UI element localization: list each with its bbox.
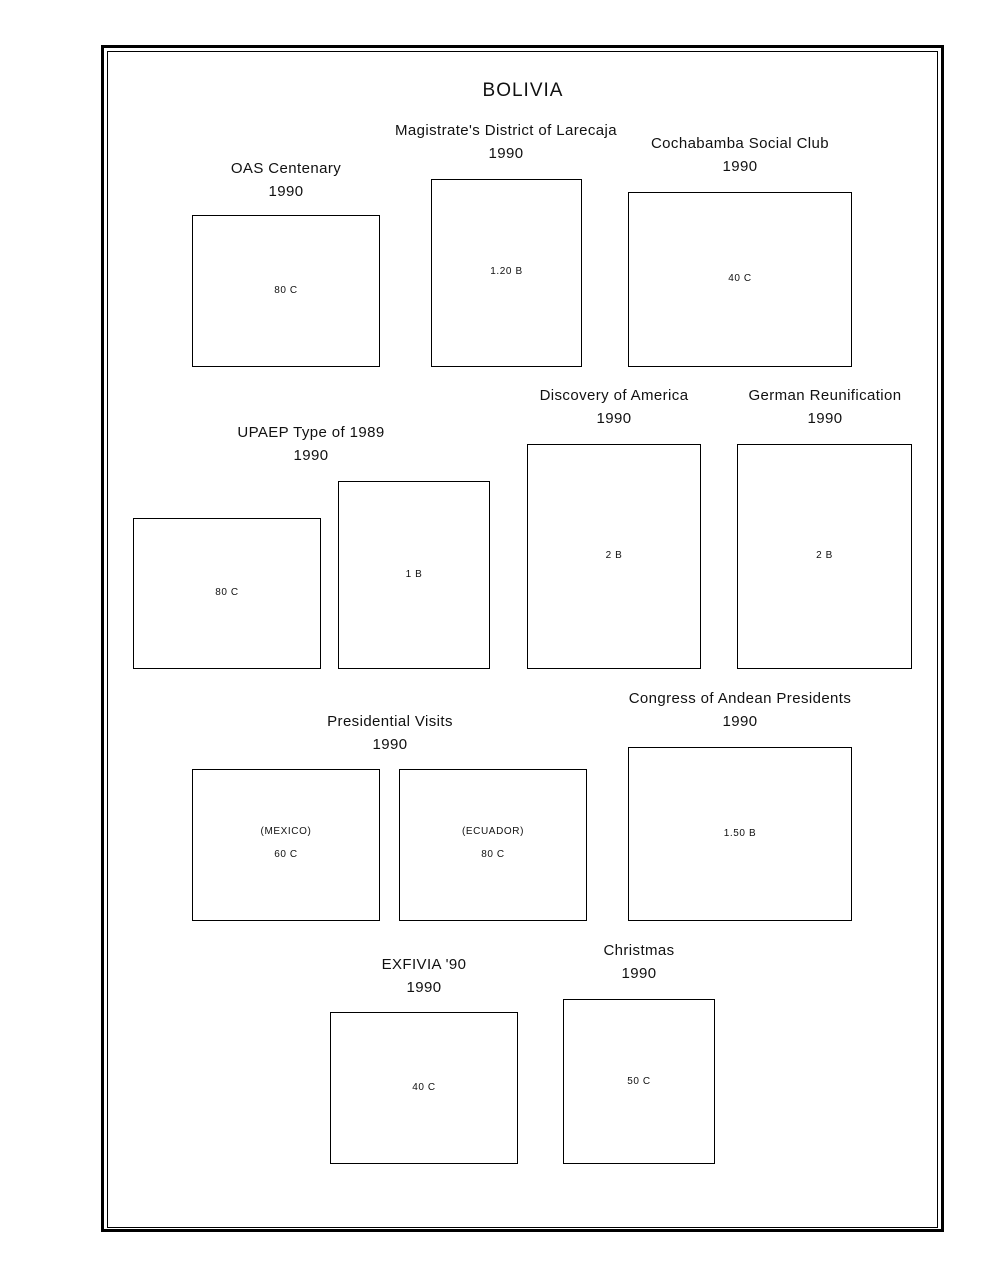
stamp-space-presidential-mexico — [192, 769, 380, 921]
issue-year: 1990 — [488, 145, 524, 162]
stamp-space-upaep-1 — [133, 518, 321, 669]
stamp-space-discovery — [527, 444, 701, 669]
stamp-denomination: 40 C — [728, 273, 752, 284]
issue-title: Magistrate's District of Larecaja — [395, 122, 617, 139]
stamp-space-cochabamba — [628, 192, 852, 367]
issue-title: German Reunification — [748, 387, 902, 404]
issue-title: Discovery of America — [539, 387, 689, 404]
issue-title: OAS Centenary — [230, 160, 342, 177]
stamp-space-exfivia — [330, 1012, 518, 1164]
stamp-denomination: 60 C — [274, 849, 298, 860]
issue-heading-oas — [186, 157, 386, 203]
issue-year: 1990 — [722, 713, 758, 730]
issue-year: 1990 — [621, 965, 657, 982]
stamp-space-larecaja — [431, 179, 582, 367]
issue-heading-exfivia — [324, 953, 524, 999]
issue-heading-larecaja — [376, 119, 636, 165]
issue-year: 1990 — [372, 736, 408, 753]
stamp-space-oas — [192, 215, 380, 367]
issue-year: 1990 — [406, 979, 442, 996]
stamp-denomination: 40 C — [412, 1082, 436, 1093]
stamp-denomination: 80 C — [215, 587, 239, 598]
issue-title: Cochabamba Social Club — [650, 135, 830, 152]
issue-title: UPAEP Type of 1989 — [237, 424, 385, 441]
issue-heading-discovery — [514, 384, 714, 430]
stamp-denomination: 2 B — [816, 550, 833, 561]
stamp-space-german — [737, 444, 912, 669]
issue-heading-upaep — [211, 421, 411, 467]
issue-year: 1990 — [268, 183, 304, 200]
stamp-denomination: 1.50 B — [723, 828, 757, 839]
issue-heading-andean — [610, 687, 870, 733]
page-title: BOLIVIA — [482, 80, 564, 101]
stamp-space-christmas — [563, 999, 715, 1164]
stamp-denomination: 80 C — [274, 285, 298, 296]
issue-year: 1990 — [722, 158, 758, 175]
issue-heading-christmas — [539, 939, 739, 985]
stamp-denomination: 2 B — [605, 550, 623, 561]
issue-title: EXFIVIA '90 — [381, 956, 467, 973]
stamp-space-presidential-ecuador — [399, 769, 587, 921]
issue-heading-presidential — [290, 710, 490, 756]
stamp-space-upaep-2 — [338, 481, 490, 669]
stamp-denomination: 1.20 B — [490, 266, 523, 277]
issue-heading-german — [725, 384, 925, 430]
stamp-denomination: 50 C — [627, 1076, 651, 1087]
issue-title: Christmas — [603, 942, 675, 959]
issue-year: 1990 — [596, 410, 632, 427]
issue-heading-cochabamba — [620, 132, 860, 178]
issue-year: 1990 — [807, 410, 843, 427]
issue-year: 1990 — [293, 447, 329, 464]
issue-title: Presidential Visits — [327, 713, 453, 730]
stamp-denomination: 1 B — [405, 569, 423, 580]
issue-title: Congress of Andean Presidents — [628, 690, 852, 707]
stamp-denomination: 80 C — [481, 849, 505, 860]
stamp-note: (MEXICO) — [260, 826, 312, 837]
stamp-note: (ECUADOR) — [461, 826, 525, 837]
stamp-space-andean — [628, 747, 852, 921]
